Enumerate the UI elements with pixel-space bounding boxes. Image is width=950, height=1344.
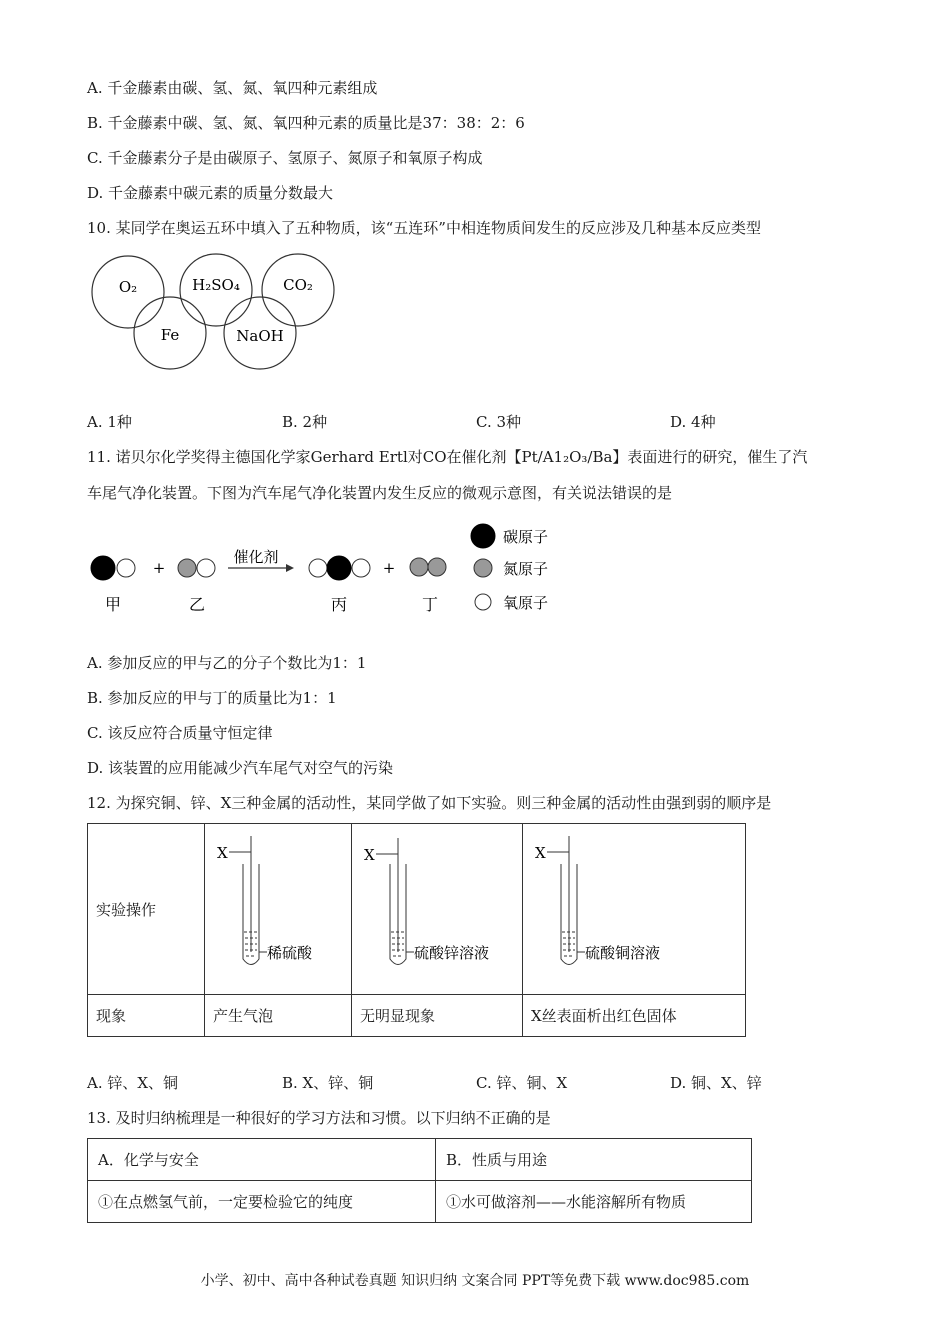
ring-label-fe: Fe <box>160 326 180 344</box>
q12-stem: 12. 为探究铜、锌、X三种金属的活动性，某同学做了如下实验。则三种金属的活动性由强到弱的顺序是 <box>87 794 772 812</box>
q11-option-b: B. 参加反应的甲与丁的质量比为1：1 <box>87 689 337 707</box>
q11-stem-line1: 11. 诺贝尔化学奖得主德国化学家Gerhard Ertl对CO在催化剂【Pt/A1₂O₃/Ba】表面进行的研究，催生了汽 <box>87 448 808 466</box>
q12-experiment-table <box>87 823 746 1037</box>
ring-label-h2so4: H₂SO₄ <box>192 276 240 294</box>
q10-option-a: A. 1种 <box>87 413 132 431</box>
row-header-phenomenon: 现象 <box>88 995 205 1037</box>
q13-row1-b: ①水可做溶剂——水能溶解所有物质 <box>436 1181 752 1223</box>
solution-label-3: 硫酸铜溶液 <box>585 944 661 962</box>
test-tube-cuso4-icon <box>523 824 745 990</box>
svg-text:X: X <box>364 846 375 864</box>
plus-sign-1: + <box>152 559 166 577</box>
ring-label-co2: CO₂ <box>283 276 313 294</box>
legend-nitrogen: 氮原子 <box>503 560 549 578</box>
q13-row1-a: ①在点燃氢气前，一定要检验它的纯度 <box>88 1181 436 1223</box>
q11-option-a: A. 参加反应的甲与乙的分子个数比为1：1 <box>87 654 367 672</box>
page-footer: 小学、初中、高中各种试卷真题 知识归纳 文案合同 PPT等免费下载 www.doc985.com <box>200 1273 750 1289</box>
svg-text:X: X <box>217 844 228 862</box>
label-ding: 丁 <box>421 595 439 614</box>
q10-option-b: B. 2种 <box>282 413 328 431</box>
q10-olympic-rings-diagram <box>85 252 345 377</box>
q10-option-d: D. 4种 <box>670 413 716 431</box>
q10-option-c: C. 3种 <box>476 413 522 431</box>
q9-option-a: A. 千金藤素由碳、氢、氮、氧四种元素组成 <box>87 79 378 97</box>
phenomenon-3: X丝表面析出红色固体 <box>523 995 746 1037</box>
catalyst-label: 催化剂 <box>233 548 279 566</box>
legend-oxygen: 氧原子 <box>503 594 549 612</box>
row-header-operation: 实验操作 <box>88 824 205 995</box>
test-tube-cell-3 <box>523 824 746 995</box>
q11-stem-line2: 车尾气净化装置。下图为汽车尾气净化装置内发生反应的微观示意图，有关说法错误的是 <box>87 484 673 502</box>
q11-option-c: C. 该反应符合质量守恒定律 <box>87 724 273 742</box>
q12-option-b: B. X、锌、铜 <box>282 1074 374 1092</box>
ring-label-naoh: NaOH <box>236 327 284 345</box>
test-tube-znso4-icon <box>352 824 522 990</box>
q13-summary-table <box>87 1138 752 1223</box>
q12-option-a: A. 锌、X、铜 <box>87 1074 179 1092</box>
q9-option-b: B. 千金藤素中碳、氢、氮、氧四种元素的质量比是37：38：2：6 <box>87 114 525 132</box>
phenomenon-1: 产生气泡 <box>205 995 352 1037</box>
legend-carbon: 碳原子 <box>503 528 549 546</box>
test-tube-cell-2 <box>352 824 523 995</box>
q12-option-c: C. 锌、铜、X <box>476 1074 568 1092</box>
phenomenon-2: 无明显现象 <box>352 995 523 1037</box>
solution-label-1: 稀硫酸 <box>267 944 313 962</box>
q13-header-b: B．性质与用途 <box>436 1139 752 1181</box>
q9-option-c: C. 千金藤素分子是由碳原子、氢原子、氮原子和氧原子构成 <box>87 149 483 167</box>
svg-text:X: X <box>535 844 546 862</box>
test-tube-dilute-h2so4-icon <box>205 824 351 990</box>
q11-option-d: D. 该装置的应用能减少汽车尾气对空气的污染 <box>87 759 394 777</box>
ring-label-o2: O₂ <box>118 278 138 296</box>
plus-sign-2: + <box>382 559 396 577</box>
q9-option-d: D. 千金藤素中碳元素的质量分数最大 <box>87 184 334 202</box>
test-tube-cell-1 <box>205 824 352 995</box>
solution-label-2: 硫酸锌溶液 <box>414 944 490 962</box>
q11-micro-reaction-diagram <box>80 518 580 618</box>
q12-option-d: D. 铜、X、锌 <box>670 1074 762 1092</box>
q13-header-a: A．化学与安全 <box>88 1139 436 1181</box>
label-jia: 甲 <box>104 595 122 614</box>
label-bing: 丙 <box>330 595 348 614</box>
label-yi: 乙 <box>188 595 206 614</box>
q13-stem: 13. 及时归纳梳理是一种很好的学习方法和习惯。以下归纳不正确的是 <box>87 1109 551 1127</box>
q10-stem: 10. 某同学在奥运五环中填入了五种物质，该“五连环”中相连物质间发生的反应涉及几种基本反应类型 <box>87 219 761 237</box>
